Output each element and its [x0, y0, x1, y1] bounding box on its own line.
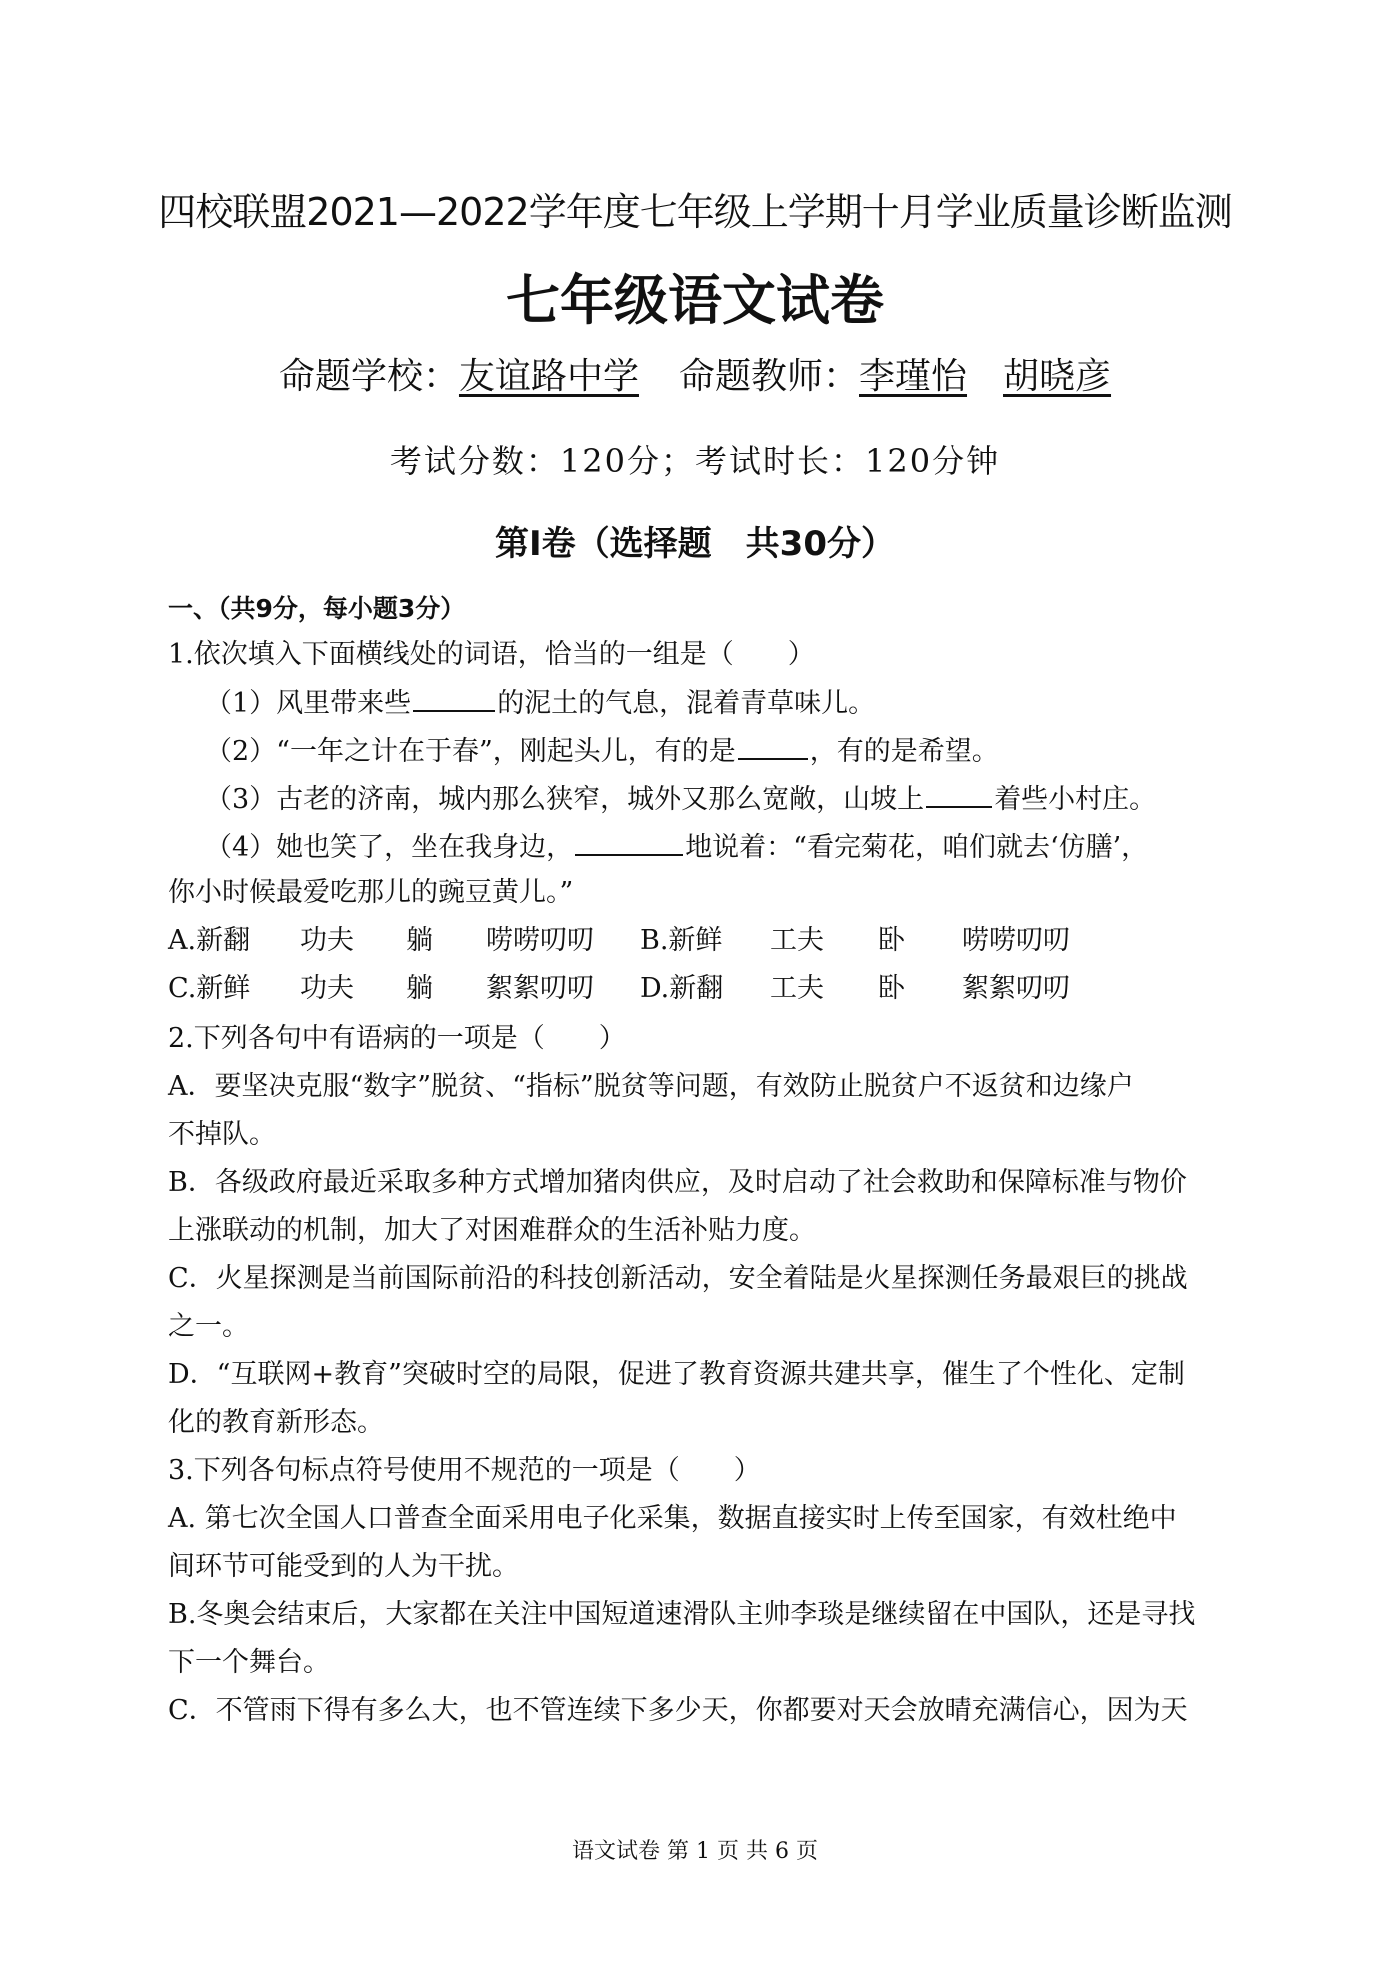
- school-name: 友谊路中学: [458, 356, 639, 397]
- exam-series-title: 四校联盟2021—2022学年度七年级上学期十月学业质量诊断监测: [158, 190, 1232, 234]
- question-2-option-a-cont: 不掉队。: [168, 1119, 276, 1150]
- question-1-sentence-4-cont: 你小时候最爱吃那儿的豌豆黄儿。”: [168, 877, 574, 908]
- sentence-text: （1）风里带来些: [205, 688, 412, 719]
- question-2-option-c: C．火星探测是当前国际前沿的科技创新活动，安全着陆是火星探测任务最艰巨的挑战: [168, 1263, 1188, 1294]
- option-d-word-3: 卧: [878, 973, 905, 1004]
- option-c-word-1: C.新鲜: [168, 973, 251, 1004]
- teacher-label: 命题教师：: [678, 356, 859, 397]
- sentence-text: （3）古老的济南，城内那么狭窄，城外又那么宽敞，山坡上: [205, 784, 925, 815]
- answer-blank: [738, 734, 808, 760]
- question-2-option-d: D．“互联网+教育”突破时空的局限，促进了教育资源共建共享，催生了个性化、定制: [168, 1359, 1185, 1390]
- question-2-stem: 2.下列各句中有语病的一项是（ ）: [168, 1023, 626, 1054]
- question-3-stem: 3.下列各句标点符号使用不规范的一项是（ ）: [168, 1455, 761, 1486]
- option-d-word-2: 工夫: [770, 973, 824, 1004]
- option-d-word-4: 絮絮叨叨: [962, 973, 1070, 1004]
- option-d-word-1: D.新翻: [640, 973, 724, 1004]
- sentence-text: 的泥土的气息，混着青草味儿。: [497, 688, 876, 719]
- question-3-option-a: A. 第七次全国人口普查全面采用电子化采集，数据直接实时上传至国家，有效杜绝中: [168, 1503, 1177, 1534]
- option-b-word-1: B.新鲜: [640, 925, 723, 956]
- school-label: 命题学校：: [278, 356, 459, 397]
- option-a-word-4: 唠唠叨叨: [486, 925, 594, 956]
- question-2-option-b: B．各级政府最近采取多种方式增加猪肉供应，及时启动了社会救助和保障标准与物价: [168, 1167, 1187, 1198]
- option-b-word-3: 卧: [878, 925, 905, 956]
- author-line: [0, 354, 1390, 400]
- question-2-option-a: A．要坚决克服“数字”脱贫、“指标”脱贫等问题，有效防止脱贫户不返贫和边缘户: [168, 1071, 1134, 1102]
- question-1-stem: 1.依次填入下面横线处的词语，恰当的一组是（ ）: [168, 639, 815, 670]
- sentence-text: （2）“一年之计在于春”，刚起头儿，有的是: [205, 736, 736, 767]
- teacher-name-1: 李瑾怡: [859, 356, 968, 397]
- answer-blank: [413, 686, 495, 712]
- question-3-option-c: C．不管雨下得有多么大，也不管连续下多少天，你都要对天会放晴充满信心，因为天: [168, 1695, 1188, 1726]
- option-c-word-4: 絮絮叨叨: [486, 973, 594, 1004]
- question-3-option-b: B.冬奥会结束后，大家都在关注中国短道速滑队主帅李琰是继续留在中国队，还是寻找: [168, 1599, 1196, 1630]
- option-c-word-3: 躺: [406, 973, 433, 1004]
- option-b-word-4: 唠唠叨叨: [962, 925, 1070, 956]
- question-1-sentence-1: [205, 686, 875, 721]
- option-a-word-2: 功夫: [300, 925, 354, 956]
- teacher-name-2: 胡晓彦: [1003, 356, 1112, 397]
- question-1-sentence-3: [205, 782, 1156, 817]
- sentence-text: 着些小村庄。: [994, 784, 1157, 815]
- question-2-option-d-cont: 化的教育新形态。: [168, 1407, 384, 1438]
- sentence-text: （4）她也笑了，坐在我身边，: [205, 832, 574, 863]
- question-2-option-b-cont: 上涨联动的机制，加大了对困难群众的生活补贴力度。: [168, 1215, 816, 1246]
- question-3-option-b-cont: 下一个舞台。: [168, 1647, 330, 1678]
- question-1-sentence-2: [205, 734, 999, 769]
- sentence-text: ，有的是希望。: [809, 736, 999, 767]
- answer-blank: [575, 830, 683, 856]
- page-title: 七年级语文试卷: [506, 269, 884, 332]
- part-title: 第Ⅰ卷（选择题 共30分）: [495, 524, 895, 564]
- option-a-word-3: 躺: [406, 925, 433, 956]
- page-footer: 语文试卷 第 1 页 共 6 页: [572, 1839, 818, 1864]
- question-2-option-c-cont: 之一。: [168, 1311, 249, 1342]
- sentence-text: 地说着：“看完菊花，咱们就去‘仿膳’，: [685, 832, 1149, 863]
- question-1-sentence-4: [205, 830, 1148, 865]
- question-3-option-a-cont: 间环节可能受到的人为干扰。: [168, 1551, 519, 1582]
- option-c-word-2: 功夫: [300, 973, 354, 1004]
- answer-blank: [926, 782, 992, 808]
- section-heading: 一、（共9分，每小题3分）: [168, 594, 466, 623]
- option-b-word-2: 工夫: [770, 925, 824, 956]
- exam-info: 考试分数：120分；考试时长：120分钟: [389, 442, 1001, 480]
- option-a-word-1: A.新翻: [168, 925, 251, 956]
